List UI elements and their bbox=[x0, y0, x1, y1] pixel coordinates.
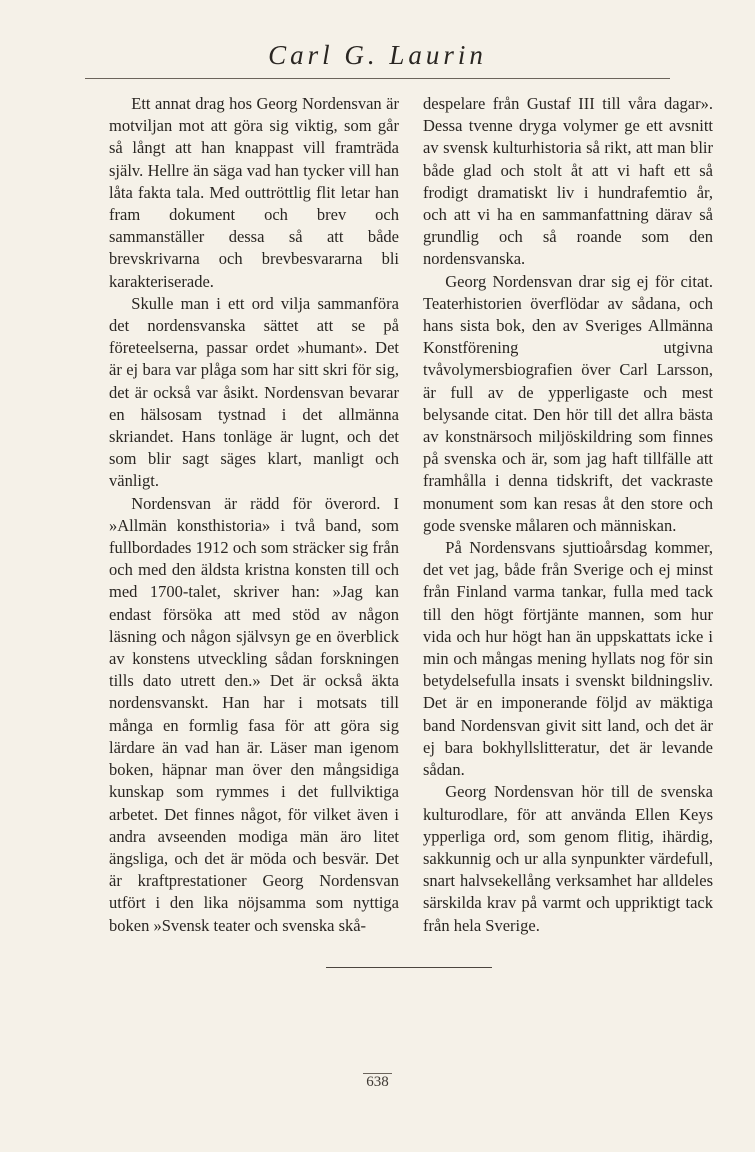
right-column bbox=[423, 93, 713, 937]
left-column bbox=[109, 93, 399, 937]
paragraph: Georg Nordensvan hör till de svenska kulturodlare, för att använda Ellen Keys ypperliga ord, som genom flitig, ihärdig, sakkunnig och ur alla synpunkter värdefull, snart halvsekellång verksamhet har alldeles särskilda krav på varmt och uppriktigt tack från hela Sverige. bbox=[423, 782, 713, 935]
page-number: 638 bbox=[363, 1073, 392, 1090]
end-rule bbox=[326, 967, 492, 968]
paragraph: Georg Nordensvan drar sig ej för citat. Teaterhistorien överflödar av sådana, och hans sista bok, den av Sveriges Allmänna Konstförening utgivna tvåvolymersbiografien över Carl Larsson, är full av de ypperligaste och mest belysande citat. Den hör till det allra bästa av konstnärsoch miljöskildring som finnes på svenska och är, som jag haft tillfälle att framhålla i denna tidskrift, det vackraste monument som kan resas åt den store och gode svenske målaren och människan. bbox=[423, 271, 713, 535]
header-rule bbox=[85, 78, 670, 79]
paragraph: Ett annat drag hos Georg Nordensvan är motviljan mot att göra sig viktig, som går så långt att han knappast vill framträda själv. Hellre än säga vad han tycker vill han låta fakta tala. Med outtröttlig flit letar han fram dokument och brev och sammanställer dessa så att både brevskrivarna och brevbesvararna bli karakteriserade. bbox=[109, 94, 399, 291]
running-title: Carl G. Laurin bbox=[268, 40, 487, 70]
page-number-wrapper bbox=[0, 1074, 755, 1091]
paragraph: På Nordensvans sjuttioårsdag kommer, det vet jag, både från Sverige och ej minst från Finland varma tankar, fulla med tack till den högt förtjänte mannen, som hur vida och hur högt han än uppskattats icke i min och mångas mening hyllats nog för sin betydelsefulla insats i svenskt bildningsliv. Det är en imponerande följd av mäktiga band Nordensvan givit sitt land, och det är ej bara bokhyllslitteratur, det är levande sådan. bbox=[423, 538, 713, 780]
paragraph: Nordensvan är rädd för överord. I »Allmän konsthistoria» i två band, som fullbordades 1912 och som sträcker sig från och med den äldsta kristna konsten till och med 1700-talet, skriver han: »Jag kan endast försöka att med stöd av någon läsning och någon självsyn ge en överblick av konstens utveckling sådan forskningen tills dato utrett den.» Det är också äkta nordensvanskt. Han har i motsats till många en formlig fasa för att göra sig lärdare än vad han är. Läser man igenom boken, häpnar man över den mångsidiga kunskap som rymmes i det fullviktiga arbetet. Det finnes något, för vilket även i andra avseenden modiga män äro litet ängsliga, och det är möda och besvär. Det är kraftprestationer Georg Nordensvan utfört i den lika nöjsamma som nyttiga boken »Svensk teater och svenska skå- bbox=[109, 493, 399, 935]
paragraph: Skulle man i ett ord vilja sammanföra det nordensvanska sättet att se på företeelserna, passar ordet »humant». Det är ej bara var plåga som har sitt skri för sig, det är också var åsikt. Nordensvan bevarar en hälsosam tystnad i det allmänna skriandet. Hans tonläge är lugnt, och det som blir sagt säges klart, manligt och vänligt. bbox=[109, 293, 399, 491]
paragraph: despelare från Gustaf III till våra dagar». Dessa tvenne dryga volymer ge ett avsnitt av svensk kulturhistoria så rikt, att man blir både glad och stolt åt att vi haft ett så frodigt dramatiskt liv i hundrafemtio år, och att vi ha en sammanfattning därav så grundlig och så roande som den nordensvanska. bbox=[423, 94, 713, 269]
